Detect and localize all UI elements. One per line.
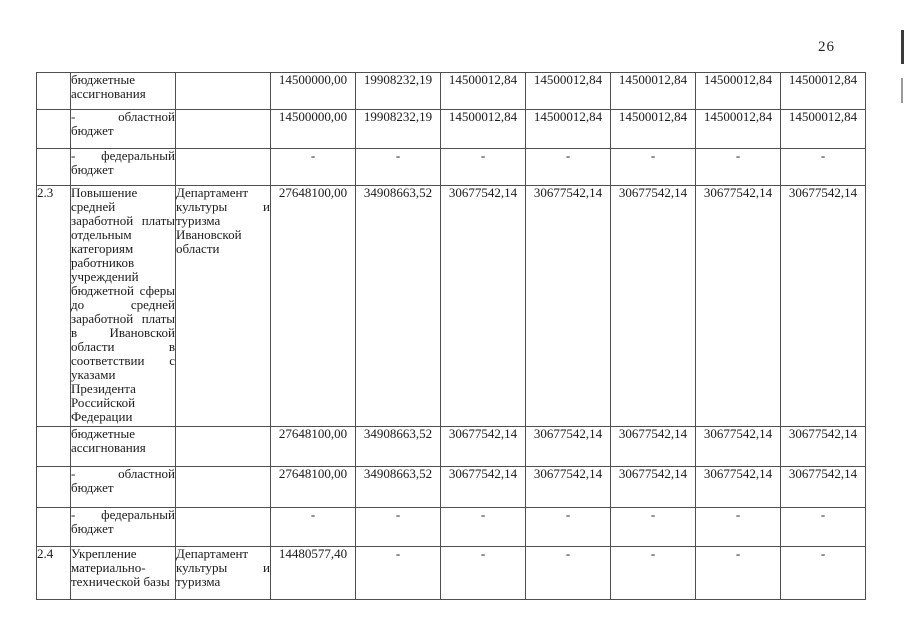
value-cell: - <box>441 149 526 186</box>
row-number-cell <box>37 467 71 508</box>
row-name-cell: бюджетные ассигнования <box>71 73 176 110</box>
row-executor-cell <box>176 110 271 149</box>
value-cell: 14500012,84 <box>611 73 696 110</box>
value-cell: - <box>781 547 866 600</box>
value-cell: 14500000,00 <box>271 73 356 110</box>
value-cell: 14500012,84 <box>781 110 866 149</box>
table-row <box>37 110 866 149</box>
budget-table-container <box>36 72 866 600</box>
value-cell: 14500012,84 <box>696 73 781 110</box>
row-number-cell <box>37 73 71 110</box>
row-executor-cell <box>176 427 271 467</box>
row-number-cell <box>37 508 71 547</box>
row-executor-cell: Департамент культуры и туризма <box>176 547 271 600</box>
page-number: 26 <box>818 39 835 55</box>
value-cell: - <box>356 508 441 547</box>
value-cell: 30677542,14 <box>696 427 781 467</box>
value-cell: 30677542,14 <box>696 467 781 508</box>
row-number-cell: 2.4 <box>37 547 71 600</box>
value-cell: 14500012,84 <box>696 110 781 149</box>
value-cell: - <box>781 508 866 547</box>
value-cell: - <box>611 547 696 600</box>
row-name-cell: - федеральный бюджет <box>71 149 176 186</box>
value-cell: - <box>696 508 781 547</box>
value-cell: 19908232,19 <box>356 110 441 149</box>
value-cell: 30677542,14 <box>526 186 611 427</box>
budget-table-body <box>37 73 866 600</box>
value-cell: 14500000,00 <box>271 110 356 149</box>
table-row <box>37 149 866 186</box>
value-cell: 14500012,84 <box>526 73 611 110</box>
value-cell: - <box>441 547 526 600</box>
value-cell: - <box>526 547 611 600</box>
value-cell: 14500012,84 <box>526 110 611 149</box>
value-cell: - <box>441 508 526 547</box>
row-number-cell <box>37 427 71 467</box>
value-cell: - <box>611 508 696 547</box>
value-cell: 30677542,14 <box>696 186 781 427</box>
value-cell: 30677542,14 <box>526 467 611 508</box>
value-cell: 30677542,14 <box>611 186 696 427</box>
value-cell: - <box>696 547 781 600</box>
value-cell: - <box>356 149 441 186</box>
table-row <box>37 467 866 508</box>
row-executor-cell <box>176 467 271 508</box>
table-row <box>37 508 866 547</box>
value-cell: - <box>271 508 356 547</box>
value-cell: 30677542,14 <box>781 427 866 467</box>
table-row <box>37 73 866 110</box>
row-name-cell: - областной бюджет <box>71 110 176 149</box>
value-cell: 30677542,14 <box>781 467 866 508</box>
value-cell: - <box>526 149 611 186</box>
row-name-cell: бюджетные ассигнования <box>71 427 176 467</box>
value-cell: - <box>781 149 866 186</box>
row-number-cell <box>37 110 71 149</box>
table-row <box>37 186 866 427</box>
value-cell: 34908663,52 <box>356 427 441 467</box>
value-cell: 30677542,14 <box>781 186 866 427</box>
value-cell: 30677542,14 <box>611 427 696 467</box>
value-cell: - <box>526 508 611 547</box>
value-cell: 19908232,19 <box>356 73 441 110</box>
table-row <box>37 547 866 600</box>
value-cell: 34908663,52 <box>356 467 441 508</box>
row-name-cell: - областной бюджет <box>71 467 176 508</box>
value-cell: 27648100,00 <box>271 186 356 427</box>
table-row <box>37 427 866 467</box>
value-cell: 27648100,00 <box>271 427 356 467</box>
value-cell: 14500012,84 <box>611 110 696 149</box>
value-cell: 14500012,84 <box>441 110 526 149</box>
value-cell: - <box>356 547 441 600</box>
row-name-cell: - федеральный бюджет <box>71 508 176 547</box>
row-executor-cell <box>176 73 271 110</box>
row-executor-cell <box>176 508 271 547</box>
row-number-cell <box>37 149 71 186</box>
row-name-cell: Укрепление материально-технической базы <box>71 547 176 600</box>
value-cell: 30677542,14 <box>441 186 526 427</box>
budget-table <box>36 72 866 600</box>
value-cell: 30677542,14 <box>611 467 696 508</box>
value-cell: 30677542,14 <box>441 427 526 467</box>
value-cell: - <box>271 149 356 186</box>
value-cell: - <box>611 149 696 186</box>
value-cell: 14480577,40 <box>271 547 356 600</box>
scan-artifact-line <box>901 30 904 64</box>
value-cell: 34908663,52 <box>356 186 441 427</box>
value-cell: 14500012,84 <box>781 73 866 110</box>
value-cell: 27648100,00 <box>271 467 356 508</box>
row-number-cell: 2.3 <box>37 186 71 427</box>
scan-artifact-line <box>901 78 903 103</box>
value-cell: - <box>696 149 781 186</box>
row-executor-cell <box>176 149 271 186</box>
row-executor-cell: Департамент культуры и туризма Ивановской области <box>176 186 271 427</box>
value-cell: 30677542,14 <box>441 467 526 508</box>
value-cell: 14500012,84 <box>441 73 526 110</box>
row-name-cell: Повышение средней заработной платы отдельным категориям работников учреждений бюджетной сферы до средней заработной платы в Ивановской области в соответствии с указами Президента Российской Федерации <box>71 186 176 427</box>
value-cell: 30677542,14 <box>526 427 611 467</box>
